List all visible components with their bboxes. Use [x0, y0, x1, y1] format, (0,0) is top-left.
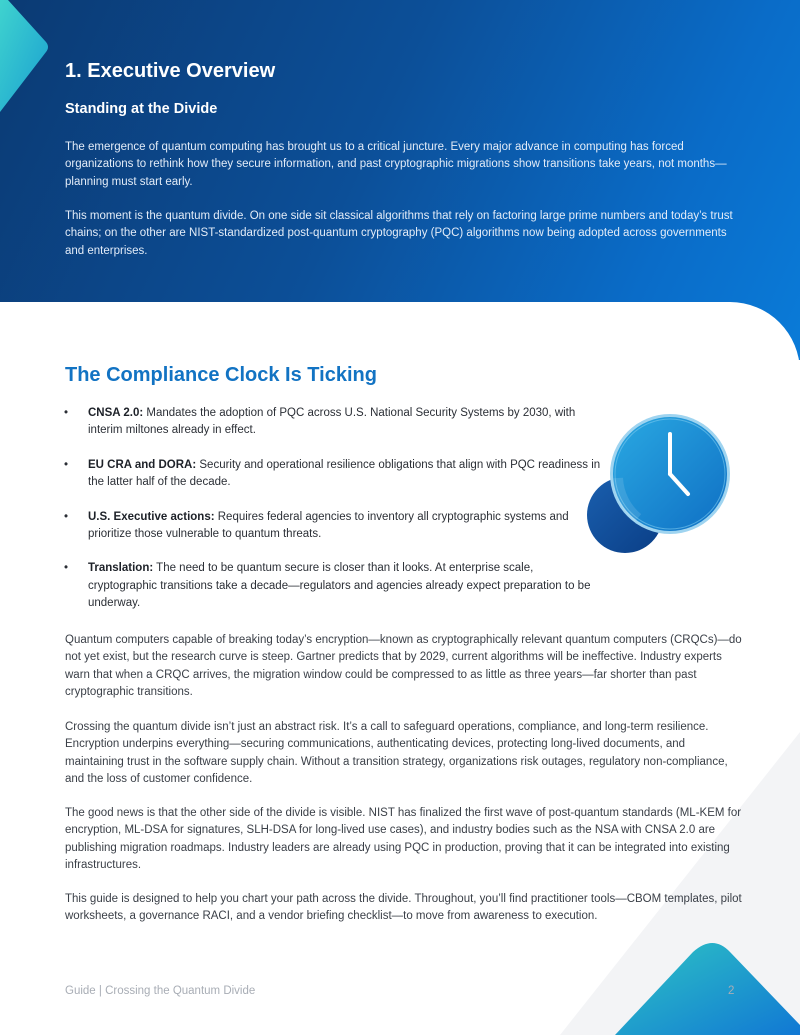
compliance-list: [62, 405, 602, 613]
content-card: [0, 302, 800, 1035]
page-number: 2: [728, 985, 735, 997]
bullet-term: Translation:: [88, 562, 154, 575]
intro-paragraph-1: The emergence of quantum computing has brought us to a critical juncture. Every major advance in computing has forced organizations to rethink how they secure information, and past cryptographic migrations show transitions take years, not months—planning must start early.: [65, 141, 727, 188]
body-paragraph-2: Crossing the quantum divide isn’t just an abstract risk. It’s a call to safeguard operations, compliance, and long-term resilience. Encryption underpins everything—securing communications, authenticating devices, protecting long-lived documents, and maintaining trust in the software supply chain. Without a transition strategy, organizations risk outages, regulatory non-compliance, and the loss of customer confidence.: [65, 721, 728, 786]
body-paragraph-4: This guide is designed to help you chart your path across the divide. Throughout, you’ll find practitioner tools—CBOM templates, pilot worksheets, a governance RACI, and a vendor briefing checklist—to move from awareness to execution.: [65, 893, 742, 923]
bullet-text: The need to be quantum secure is closer than it looks. At enterprise scale, cryptographic transitions take a decade—regulators and agencies already expect preparation to be underway.: [88, 562, 591, 610]
bullet-term: EU CRA and DORA:: [88, 458, 197, 471]
clock-icon: [583, 408, 733, 558]
section-title: 1. Executive Overview: [65, 60, 276, 82]
bullet-text: Mandates the adoption of PQC across U.S. National Security Systems by 2030, with interim miltones already in effect.: [88, 407, 576, 437]
corner-accent-bottom-right: [615, 930, 800, 1035]
list-item: [62, 457, 602, 492]
compliance-heading: The Compliance Clock Is Ticking: [65, 364, 377, 386]
intro-paragraph-2: This moment is the quantum divide. On one side sit classical algorithms that rely on factoring large prime numbers and today’s trust chains; on the other are NIST-standardized post-quantum cryptography (PQC) algorithms now being adopted across governments and enterprises.: [65, 210, 733, 257]
bullet-text: Requires federal agencies to inventory all cryptographic systems and prioritize those vulnerable to quantum threats.: [88, 510, 569, 541]
list-item: [62, 509, 602, 544]
bullet-term: CNSA 2.0:: [88, 407, 144, 419]
body-paragraph-1: Quantum computers capable of breaking today’s encryption—known as cryptographically relevant quantum computers (CRQCs)—do not yet exist, but the research curve is steep. Gartner predicts that by 2029, current algorithms will be ineffective. Industry experts warn that when a CRQC arrives, the migration window could be compressed to as little as three years—far shorter than past cryptographic transitions.: [65, 634, 742, 699]
bullet-text: Security and operational resilience obligations that align with PQC readiness in the latter half of the decade.: [88, 458, 601, 489]
list-item: [62, 560, 602, 612]
list-item: [62, 405, 602, 440]
bullet-term: U.S. Executive actions:: [88, 510, 215, 523]
corner-accent-top-left: [0, 0, 48, 112]
section-subtitle: Standing at the Divide: [65, 101, 218, 117]
footer-label: Guide | Crossing the Quantum Divide: [65, 985, 256, 997]
body-paragraph-3: The good news is that the other side of the divide is visible. NIST has finalized the first wave of post-quantum standards (ML-KEM for encryption, ML-DSA for signatures, SLH-DSA for long-lived use cases), and industry bodies such as the NSA with CNSA 2.0 are publishing migration roadmaps. Industry leaders are already using PQC in production, proving that it can be integrated into existing infrastructures.: [65, 807, 742, 872]
